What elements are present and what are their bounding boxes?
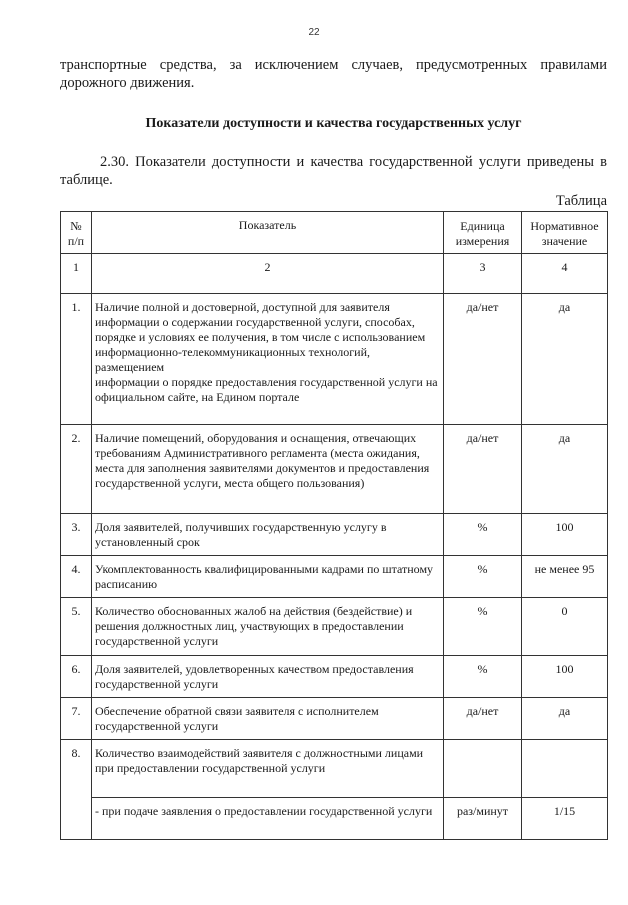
- row-num: 5.: [61, 598, 92, 656]
- row-num: 8.: [61, 740, 92, 840]
- row-value: 100: [522, 656, 608, 698]
- row-indicator: [92, 294, 444, 425]
- row-num: 3.: [61, 514, 92, 556]
- table-row: [61, 556, 608, 598]
- row-indicator: Доля заявителей, получивших государственную услугу в установленный срок: [92, 514, 444, 556]
- row-indicator: Доля заявителей, удовлетворенных качеством предоставления государственной услуги: [92, 656, 444, 698]
- row-indicator: Количество взаимодействий заявителя с должностными лицами при предоставлении государственной услуги: [92, 740, 444, 798]
- header-indicator: Показатель: [92, 212, 444, 254]
- row-indicator-text-cont: информации о порядке предоставления государственной услуги на официальном сайте, на Едином портале: [95, 375, 438, 404]
- row-value: 0: [522, 598, 608, 656]
- table-row: [61, 698, 608, 740]
- table-row: [61, 740, 608, 798]
- row-num: 1.: [61, 294, 92, 425]
- row-unit: %: [444, 598, 522, 656]
- table-numbering-row: [61, 254, 608, 294]
- indicators-table: [60, 211, 608, 840]
- table-row: [61, 514, 608, 556]
- row-unit: да/нет: [444, 698, 522, 740]
- table-row: [61, 656, 608, 698]
- row-value: да: [522, 698, 608, 740]
- numbering-cell: 3: [444, 254, 522, 294]
- row-unit: %: [444, 514, 522, 556]
- sub-row-value: 1/15: [522, 798, 608, 840]
- row-value: да: [522, 294, 608, 425]
- sub-row-indicator: - при подаче заявления о предоставлении государственной услуги: [92, 798, 444, 840]
- table-header-row: [61, 212, 608, 254]
- row-num: 7.: [61, 698, 92, 740]
- header-num: № п/п: [61, 212, 92, 254]
- intro-text: транспортные средства, за исключением случаев, предусмотренных правилами дорожного движения.: [60, 57, 607, 91]
- row-indicator: Обеспечение обратной связи заявителя с исполнителем государственной услуги: [92, 698, 444, 740]
- table-row: [61, 425, 608, 514]
- page-number: 22: [308, 27, 320, 38]
- row-unit: да/нет: [444, 425, 522, 514]
- row-indicator: Количество обоснованных жалоб на действия (бездействие) и решения должностных лиц, участвующих в предоставлении государственной услуги: [92, 598, 444, 656]
- row-unit: %: [444, 556, 522, 598]
- numbering-cell: 2: [92, 254, 444, 294]
- table-caption: Таблица: [555, 193, 607, 209]
- row-value: 100: [522, 514, 608, 556]
- row-unit: %: [444, 656, 522, 698]
- table-row: [61, 294, 608, 425]
- row-unit: да/нет: [444, 294, 522, 425]
- row-num: 6.: [61, 656, 92, 698]
- numbering-cell: 4: [522, 254, 608, 294]
- table-sub-row: [61, 798, 608, 840]
- numbering-cell: 1: [61, 254, 92, 294]
- header-unit: Единица измерения: [444, 212, 522, 254]
- row-indicator: Наличие помещений, оборудования и оснащения, отвечающих требованиям Административного регламента (места ожидания, места для заполнения заявителями документов и предоставления государственной услуги, места общего пользования): [92, 425, 444, 514]
- row-value: да: [522, 425, 608, 514]
- row-num: 4.: [61, 556, 92, 598]
- sub-row-unit: раз/минут: [444, 798, 522, 840]
- document-body: [60, 56, 607, 840]
- row-num: 2.: [61, 425, 92, 514]
- header-value: Нормативное значение: [522, 212, 608, 254]
- row-value: [522, 740, 608, 798]
- paragraph-2-30: 2.30. Показатели доступности и качества государственной услуги приведены в таблице.: [60, 154, 607, 188]
- row-indicator-text: Наличие полной и достоверной, доступной для заявителя информации о содержании государственной услуги, способах, порядке и условиях ее получения, в том числе с использованием информационно-телекоммуникационных технологий, размещением: [95, 300, 426, 374]
- row-indicator: Укомплектованность квалифицированными кадрами по штатному расписанию: [92, 556, 444, 598]
- row-value: не менее 95: [522, 556, 608, 598]
- table-row: [61, 598, 608, 656]
- row-unit: [444, 740, 522, 798]
- section-heading: Показатели доступности и качества государственных услуг: [145, 116, 522, 131]
